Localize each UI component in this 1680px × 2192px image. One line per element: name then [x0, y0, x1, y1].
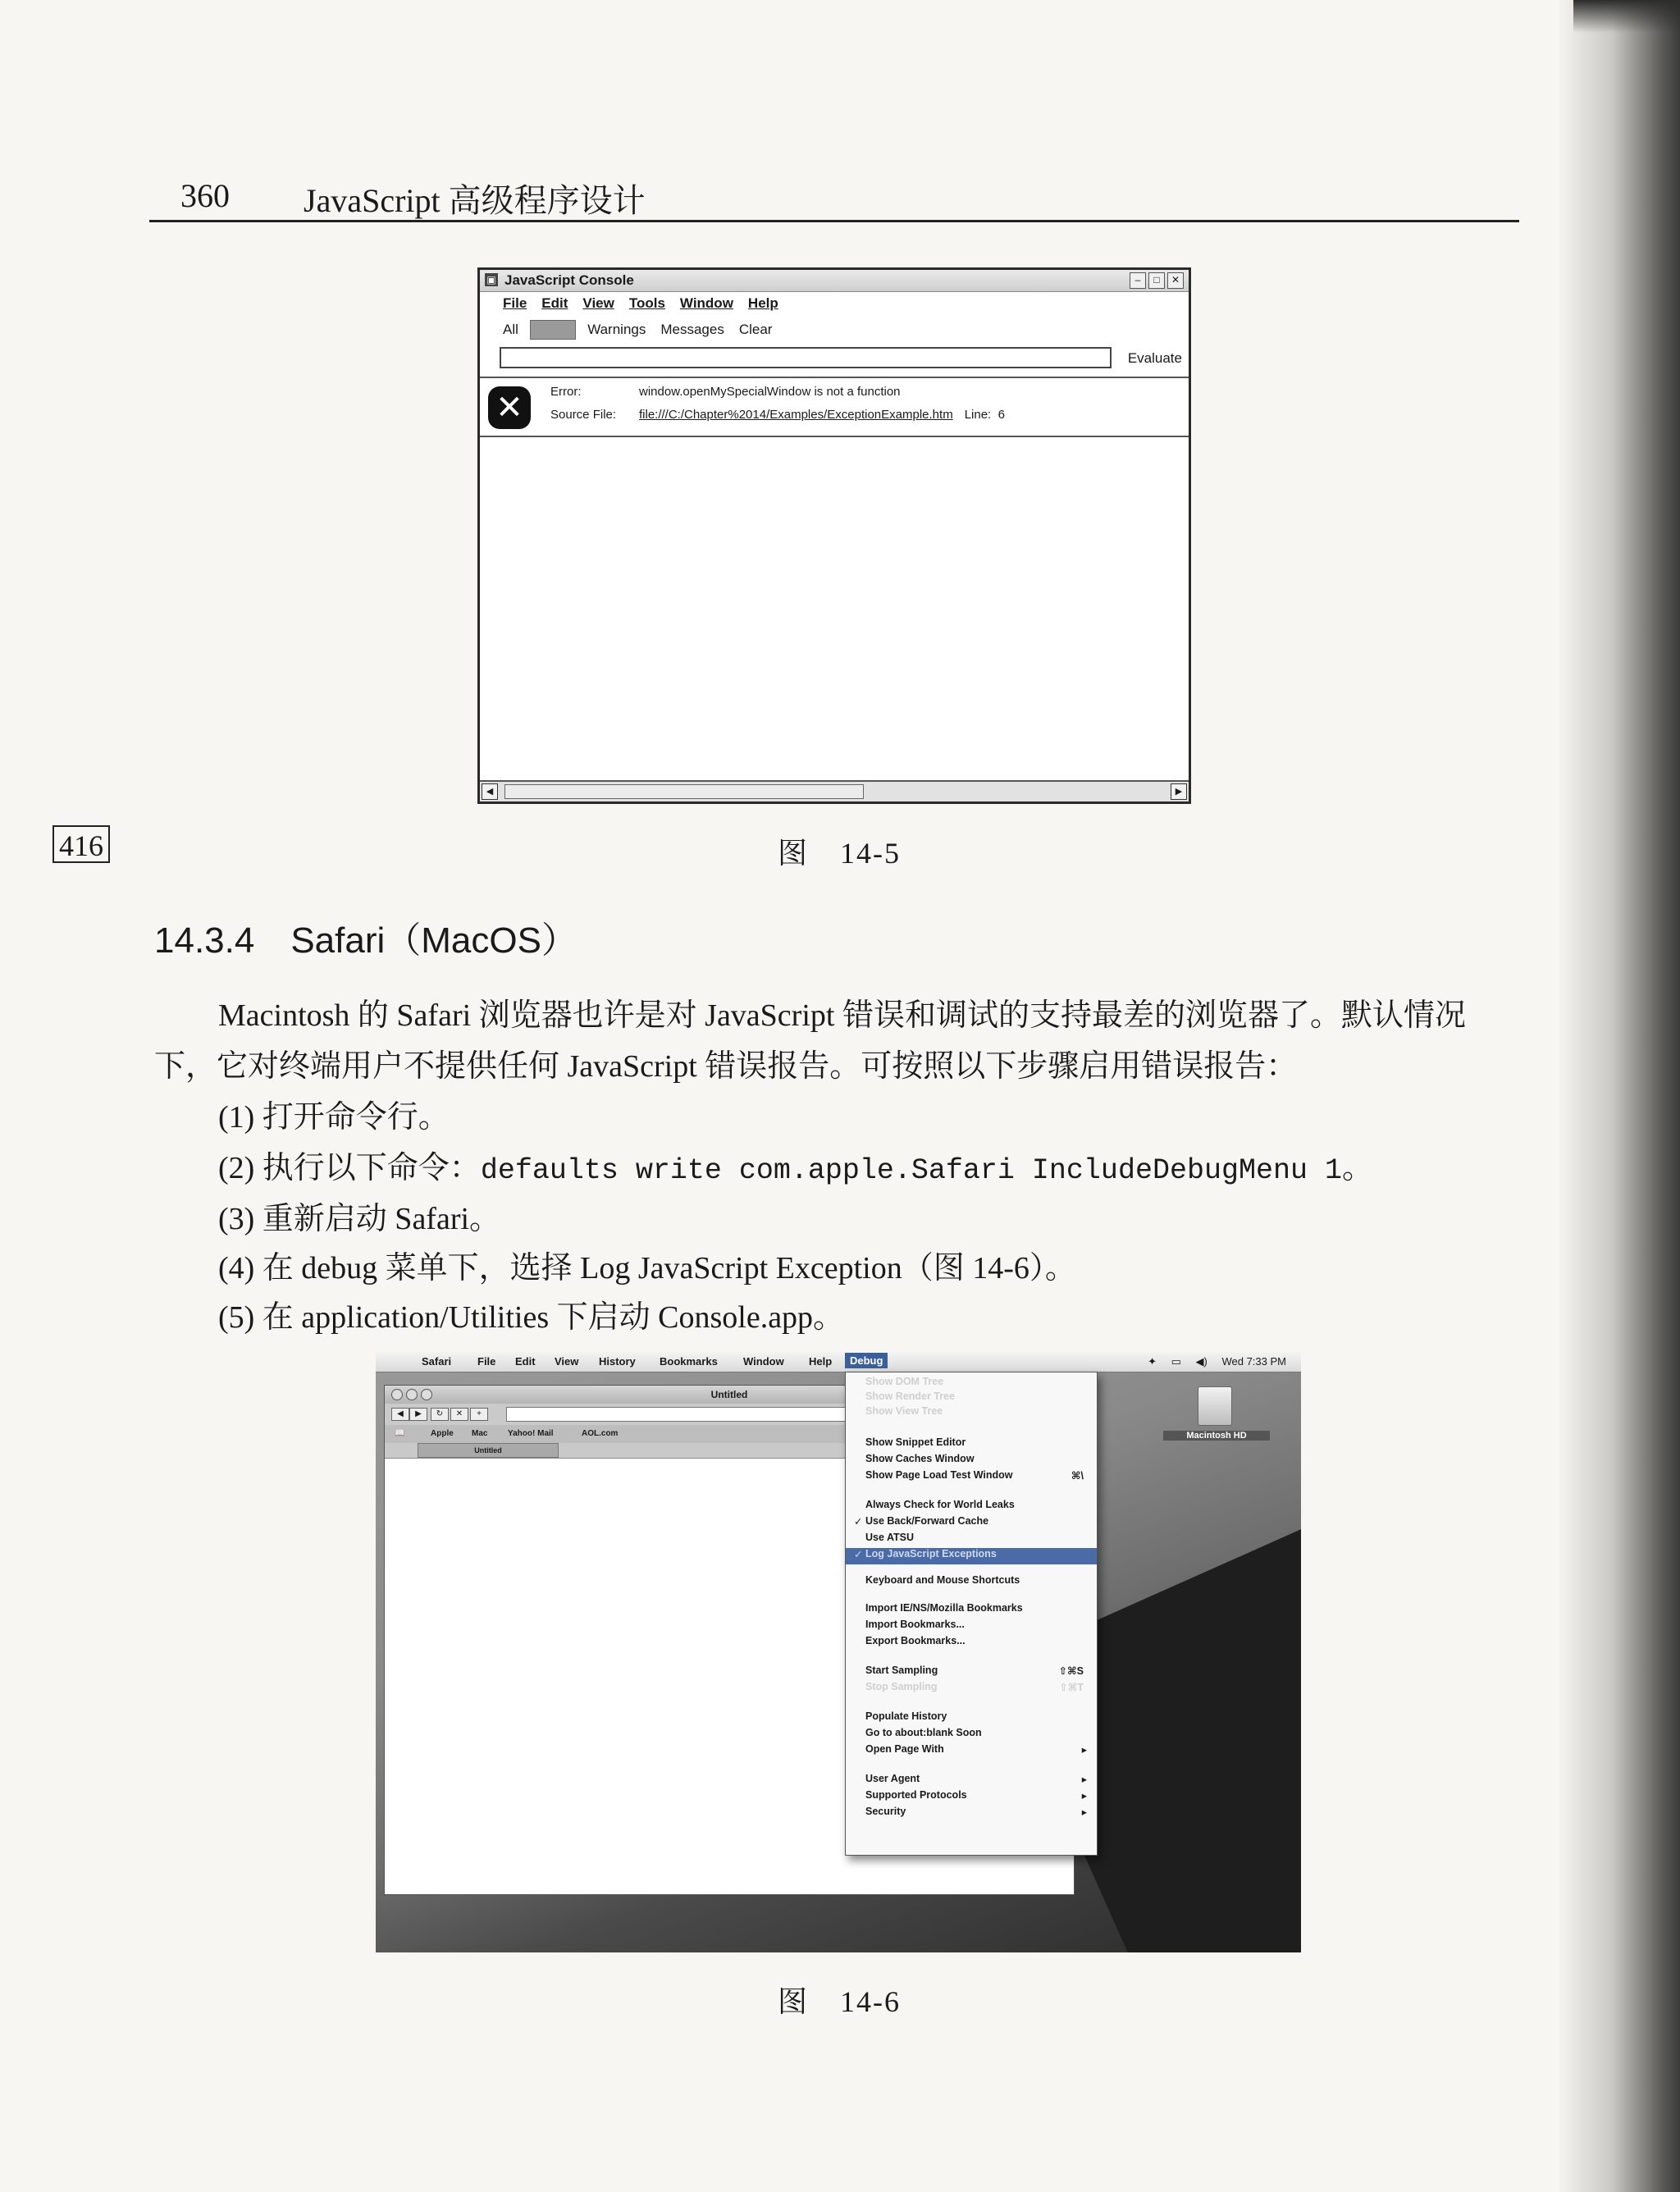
- debug-item-go-to-about-blank[interactable]: Go to about:blank Soon: [865, 1727, 982, 1738]
- debug-item-start-sampling[interactable]: Start Sampling ⇧⌘S: [865, 1665, 1084, 1677]
- filter-errors[interactable]: Errors: [530, 320, 576, 340]
- debug-item-import-bookmarks[interactable]: Import Bookmarks...: [865, 1619, 965, 1630]
- bookmarks-book-icon[interactable]: 📖: [395, 1429, 405, 1438]
- console-filterbar: [480, 317, 1189, 342]
- menu-history[interactable]: History: [599, 1355, 636, 1368]
- menu-bookmarks[interactable]: Bookmarks: [660, 1355, 718, 1368]
- maximize-icon[interactable]: □: [1148, 272, 1165, 289]
- step-5: (5) 在 application/Utilities 下启动 Console.app。: [218, 1300, 845, 1335]
- error-label: Error:: [550, 385, 582, 399]
- horizontal-scrollbar[interactable]: [480, 780, 1189, 801]
- console-title: JavaScript Console: [504, 272, 634, 288]
- javascript-console-window: [477, 267, 1191, 804]
- debug-item-user-agent[interactable]: User Agent ▸: [865, 1773, 1087, 1785]
- section-title: 14.3.4 Safari（MacOS）: [154, 920, 578, 961]
- menu-view[interactable]: View: [555, 1355, 579, 1368]
- running-header: [149, 168, 1519, 224]
- debug-item-show-snippet-editor[interactable]: Show Snippet Editor: [865, 1436, 966, 1448]
- line-number: 6: [998, 408, 1005, 422]
- line-label: Line:: [964, 408, 992, 422]
- debug-item-supported-protocols[interactable]: Supported Protocols ▸: [865, 1789, 1087, 1802]
- debug-item-populate-history[interactable]: Populate History: [865, 1710, 947, 1722]
- source-file-link[interactable]: file:///C:/Chapter%2014/Examples/ExceptionExample.htm: [639, 408, 953, 422]
- tab-untitled[interactable]: Untitled: [418, 1443, 559, 1458]
- debug-item-security[interactable]: Security ▸: [865, 1806, 1087, 1818]
- menu-safari[interactable]: Safari: [422, 1355, 452, 1368]
- book-title: JavaScript 高级程序设计: [304, 182, 646, 219]
- console-menubar: [480, 291, 1189, 316]
- menu-debug[interactable]: Debug: [845, 1353, 888, 1368]
- debug-item-open-page-with[interactable]: Open Page With ▸: [865, 1743, 1087, 1756]
- back-icon[interactable]: ◀: [391, 1408, 409, 1421]
- bookmark-yahoo-mail[interactable]: Yahoo! Mail: [508, 1429, 554, 1438]
- filter-all[interactable]: All: [503, 322, 518, 337]
- paragraph-line-1: Macintosh 的 Safari 浏览器也许是对 JavaScript 错误和调试的支持最差的浏览器了。默认情况: [218, 998, 1466, 1033]
- error-source-line: [550, 408, 1005, 422]
- paragraph-line-2: 下，它对终端用户不提供任何 JavaScript 错误报告。可按照以下步骤启用错误报告：: [154, 1049, 1298, 1084]
- scroll-thumb[interactable]: [504, 784, 864, 799]
- safari-screenshot: [376, 1352, 1301, 1952]
- debug-item-show-render-tree: Show Render Tree: [865, 1391, 956, 1402]
- battery-icon[interactable]: ▭: [1171, 1355, 1181, 1368]
- console-app-icon: ▣: [485, 273, 498, 286]
- debug-item-use-atsu[interactable]: Use ATSU: [865, 1532, 915, 1543]
- menu-window[interactable]: Window: [679, 295, 733, 311]
- margin-page-number: 416: [52, 825, 110, 863]
- step-4: (4) 在 debug 菜单下，选择 Log JavaScript Exception（图 14-6）。: [218, 1251, 1076, 1286]
- menubar-clock[interactable]: Wed 7:33 PM: [1221, 1355, 1286, 1368]
- evaluate-input[interactable]: [500, 347, 1112, 368]
- mac-menubar: [376, 1352, 1301, 1372]
- debug-item-use-back-forward-cache[interactable]: ✓ Use Back/Forward Cache: [854, 1515, 989, 1528]
- debug-item-log-javascript-exceptions[interactable]: ✓ Log JavaScript Exceptions: [846, 1548, 1097, 1564]
- hard-drive-label: Macintosh HD: [1163, 1431, 1270, 1441]
- filter-warnings[interactable]: Warnings: [587, 322, 646, 337]
- menubar-status: [1136, 1355, 1286, 1368]
- menu-help[interactable]: Help: [809, 1355, 833, 1368]
- debug-menu: [845, 1372, 1098, 1856]
- debug-item-show-caches-window[interactable]: Show Caches Window: [865, 1453, 975, 1464]
- window-controls: [1130, 272, 1184, 289]
- figure-caption-14-6: 图 14-6: [778, 1985, 901, 2018]
- page-number: 360: [180, 177, 230, 214]
- add-bookmark-icon[interactable]: +: [470, 1408, 488, 1421]
- console-divider: [480, 377, 1189, 378]
- evaluate-button[interactable]: Evaluate: [1127, 350, 1182, 366]
- menu-view[interactable]: View: [582, 295, 614, 311]
- bookmark-apple[interactable]: Apple: [431, 1429, 454, 1438]
- close-icon[interactable]: ✕: [1167, 272, 1184, 289]
- page-edge-shadow: [1557, 0, 1680, 2192]
- console-titlebar: [480, 270, 1189, 292]
- volume-icon[interactable]: ◀): [1195, 1355, 1208, 1368]
- error-entry: [480, 380, 1189, 437]
- minimize-icon[interactable]: –: [1130, 272, 1146, 289]
- step-2-command: defaults write com.apple.Safari IncludeDebugMenu 1: [480, 1154, 1342, 1187]
- submenu-arrow-icon: ▸: [1081, 1790, 1087, 1802]
- debug-item-stop-sampling: Stop Sampling ⇧⌘T: [865, 1681, 1084, 1693]
- checkmark-icon: ✓: [854, 1549, 863, 1560]
- bookmark-mac[interactable]: Mac: [472, 1429, 488, 1438]
- page-edge-shadow-top: [1573, 0, 1680, 33]
- debug-item-show-page-load-test-window[interactable]: Show Page Load Test Window ⌘\: [865, 1469, 1084, 1482]
- menu-tools[interactable]: Tools: [628, 295, 665, 311]
- reload-icon[interactable]: ↻: [431, 1408, 449, 1421]
- filter-messages[interactable]: Messages: [660, 322, 724, 337]
- menu-edit[interactable]: Edit: [541, 295, 568, 311]
- forward-icon[interactable]: ▶: [409, 1408, 427, 1421]
- step-2-suffix: 。: [1341, 1151, 1373, 1185]
- stop-icon[interactable]: ✕: [450, 1408, 468, 1421]
- error-message-line: [550, 385, 901, 399]
- menu-edit[interactable]: Edit: [515, 1355, 536, 1368]
- submenu-arrow-icon: ▸: [1081, 1744, 1087, 1756]
- safari-window-title: Untitled: [710, 1389, 748, 1400]
- menu-file[interactable]: File: [503, 295, 527, 311]
- header-rule: [149, 220, 1519, 222]
- submenu-arrow-icon: ▸: [1081, 1774, 1087, 1785]
- bookmark-aol[interactable]: AOL.com: [582, 1429, 619, 1438]
- debug-item-keyboard-mouse-shortcuts[interactable]: Keyboard and Mouse Shortcuts: [865, 1574, 1020, 1586]
- checkmark-icon: ✓: [854, 1516, 863, 1528]
- step-2-text: (2) 执行以下命令：: [218, 1151, 481, 1185]
- figure-caption-14-5: 图 14-5: [778, 837, 901, 870]
- menu-help[interactable]: Help: [747, 295, 778, 311]
- hard-drive-icon[interactable]: [1198, 1386, 1232, 1426]
- error-message: window.openMySpecialWindow is not a function: [639, 385, 901, 399]
- debug-item-export-bookmarks[interactable]: Export Bookmarks...: [865, 1635, 966, 1646]
- menu-window[interactable]: Window: [743, 1355, 784, 1368]
- evaluate-row: [480, 345, 1189, 373]
- scroll-right-icon[interactable]: ▶: [1171, 783, 1187, 800]
- clear-button[interactable]: Clear: [738, 322, 773, 337]
- debug-item-show-dom-tree: Show DOM Tree: [865, 1376, 944, 1387]
- error-icon: ✕: [488, 386, 531, 429]
- debug-item-show-view-tree: Show View Tree: [865, 1405, 943, 1417]
- step-2: [218, 1142, 1373, 1187]
- menu-file[interactable]: File: [477, 1355, 496, 1368]
- step-3: (3) 重新启动 Safari。: [218, 1202, 501, 1236]
- submenu-arrow-icon: ▸: [1081, 1806, 1087, 1818]
- debug-item-always-check-world-leaks[interactable]: Always Check for World Leaks: [865, 1499, 1015, 1510]
- source-file-label: Source File:: [550, 408, 617, 422]
- scroll-left-icon[interactable]: ◀: [482, 783, 498, 800]
- wifi-icon[interactable]: ✦: [1148, 1355, 1157, 1368]
- step-1: (1) 打开命令行。: [218, 1100, 450, 1135]
- debug-item-import-ie-ns-mozilla[interactable]: Import IE/NS/Mozilla Bookmarks: [865, 1602, 1023, 1614]
